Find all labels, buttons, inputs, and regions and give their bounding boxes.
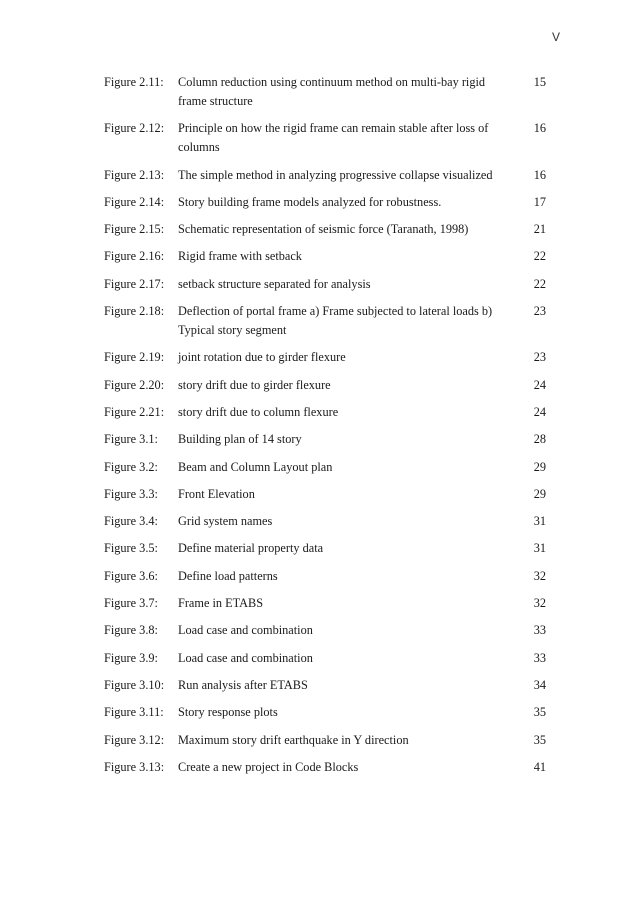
figure-page: 23	[533, 350, 546, 365]
figure-title: Load case and combination	[178, 623, 313, 638]
figure-page: 35	[533, 705, 546, 720]
figure-label: Figure 2.19:	[104, 350, 165, 365]
page-number: V	[552, 30, 561, 44]
figure-entry	[104, 594, 546, 613]
figure-entry	[104, 485, 546, 504]
figure-entry	[104, 676, 546, 695]
figure-entry	[104, 376, 546, 395]
figure-page: 41	[533, 759, 546, 774]
figure-title: Story building frame models analyzed for robustness.	[178, 194, 442, 209]
figure-title: story drift due to girder flexure	[178, 377, 331, 392]
figure-entry	[104, 430, 546, 449]
figure-title: Column reduction using continuum method on multi-bay rigid frame structure	[178, 75, 486, 108]
figure-page: 21	[533, 222, 546, 237]
figure-entry	[104, 512, 546, 531]
figure-page: 35	[533, 732, 546, 747]
figure-page: 34	[533, 677, 546, 692]
figure-page: 24	[533, 404, 546, 419]
figure-label: Figure 3.12:	[104, 732, 165, 747]
figure-page: 31	[533, 541, 546, 556]
figure-title: Grid system names	[178, 514, 273, 529]
figure-label: Figure 2.16:	[104, 249, 165, 264]
figure-page: 23	[533, 304, 546, 319]
figure-label: Figure 2.12:	[104, 121, 165, 136]
figure-label: Figure 2.17:	[104, 276, 165, 291]
figure-label: Figure 2.18:	[104, 304, 165, 319]
figure-label: Figure 3.10:	[104, 677, 165, 692]
figure-entry	[104, 302, 546, 340]
figure-title: Define material property data	[178, 541, 324, 556]
figure-title: Maximum story drift earthquake in Y direction	[178, 732, 409, 747]
figure-page: 29	[533, 459, 546, 474]
figure-label: Figure 2.15:	[104, 222, 165, 237]
figure-entry	[104, 621, 546, 640]
figure-entry	[104, 703, 546, 722]
figure-title: The simple method in analyzing progressive collapse visualized	[178, 167, 493, 182]
figure-entry	[104, 247, 546, 266]
figure-entry	[104, 193, 546, 212]
figure-title: Define load patterns	[178, 568, 278, 583]
figure-page: 33	[533, 623, 546, 638]
figure-entry	[104, 731, 546, 750]
figure-entry	[104, 539, 546, 558]
figure-page: 28	[533, 432, 546, 447]
figure-entry	[104, 649, 546, 668]
figure-title: Building plan of 14 story	[178, 432, 302, 447]
figure-title: Front Elevation	[178, 486, 255, 501]
figure-entry	[104, 73, 546, 111]
figure-title: Story response plots	[178, 705, 278, 720]
figure-label: Figure 3.1:	[104, 432, 158, 447]
figure-page: 16	[533, 121, 546, 136]
figure-page: 15	[533, 75, 546, 89]
figure-label: Figure 2.13:	[104, 167, 165, 182]
figure-page: 32	[533, 596, 546, 611]
figure-label: Figure 3.9:	[104, 650, 158, 665]
figure-title: Rigid frame with setback	[178, 249, 302, 264]
figure-page: 32	[533, 568, 546, 583]
figure-label: Figure 2.20:	[104, 377, 165, 392]
figure-page: 17	[533, 194, 546, 209]
figure-entry	[104, 567, 546, 586]
figure-entry	[104, 403, 546, 422]
figure-page: 22	[533, 249, 546, 264]
figure-page: 31	[533, 514, 546, 529]
figure-page: 29	[533, 486, 546, 501]
figure-entry	[104, 458, 546, 477]
figure-title: Frame in ETABS	[178, 596, 264, 611]
figure-title: Create a new project in Code Blocks	[178, 759, 359, 774]
figure-page: 16	[533, 167, 546, 182]
figure-title: Deflection of portal frame a) Frame subjected to lateral loads b) Typical story segment	[178, 304, 493, 338]
figure-label: Figure 3.5:	[104, 541, 158, 556]
figure-title: story drift due to column flexure	[178, 404, 339, 419]
figure-entry	[104, 220, 546, 239]
figure-entry	[104, 166, 546, 185]
figure-entry	[104, 348, 546, 367]
figure-page: 22	[533, 276, 546, 291]
figure-page: 24	[533, 377, 546, 392]
figure-title: Beam and Column Layout plan	[178, 459, 333, 474]
figure-title: setback structure separated for analysis	[178, 276, 371, 291]
figure-title: Principle on how the rigid frame can remain stable after loss of columns	[178, 121, 489, 155]
figure-title: joint rotation due to girder flexure	[178, 350, 346, 365]
figure-label: Figure 3.2:	[104, 459, 158, 474]
figure-label: Figure 3.7:	[104, 596, 158, 611]
figure-label: Figure 2.14:	[104, 194, 165, 209]
figure-title: Run analysis after ETABS	[178, 677, 308, 692]
figure-title: Schematic representation of seismic force (Taranath, 1998)	[178, 222, 469, 237]
figure-page: 33	[533, 650, 546, 665]
figure-title: Load case and combination	[178, 650, 313, 665]
figure-label: Figure 3.6:	[104, 568, 158, 583]
figure-label: Figure 2.11:	[104, 75, 164, 89]
figure-label: Figure 3.3:	[104, 486, 158, 501]
list-of-figures	[104, 73, 546, 785]
figure-label: Figure 3.8:	[104, 623, 158, 638]
figure-entry	[104, 275, 546, 294]
figure-label: Figure 3.13:	[104, 759, 165, 774]
figure-label: Figure 3.4:	[104, 514, 158, 529]
figure-label: Figure 3.11:	[104, 705, 164, 720]
figure-entry	[104, 119, 546, 157]
figure-entry	[104, 758, 546, 777]
figure-label: Figure 2.21:	[104, 404, 165, 419]
